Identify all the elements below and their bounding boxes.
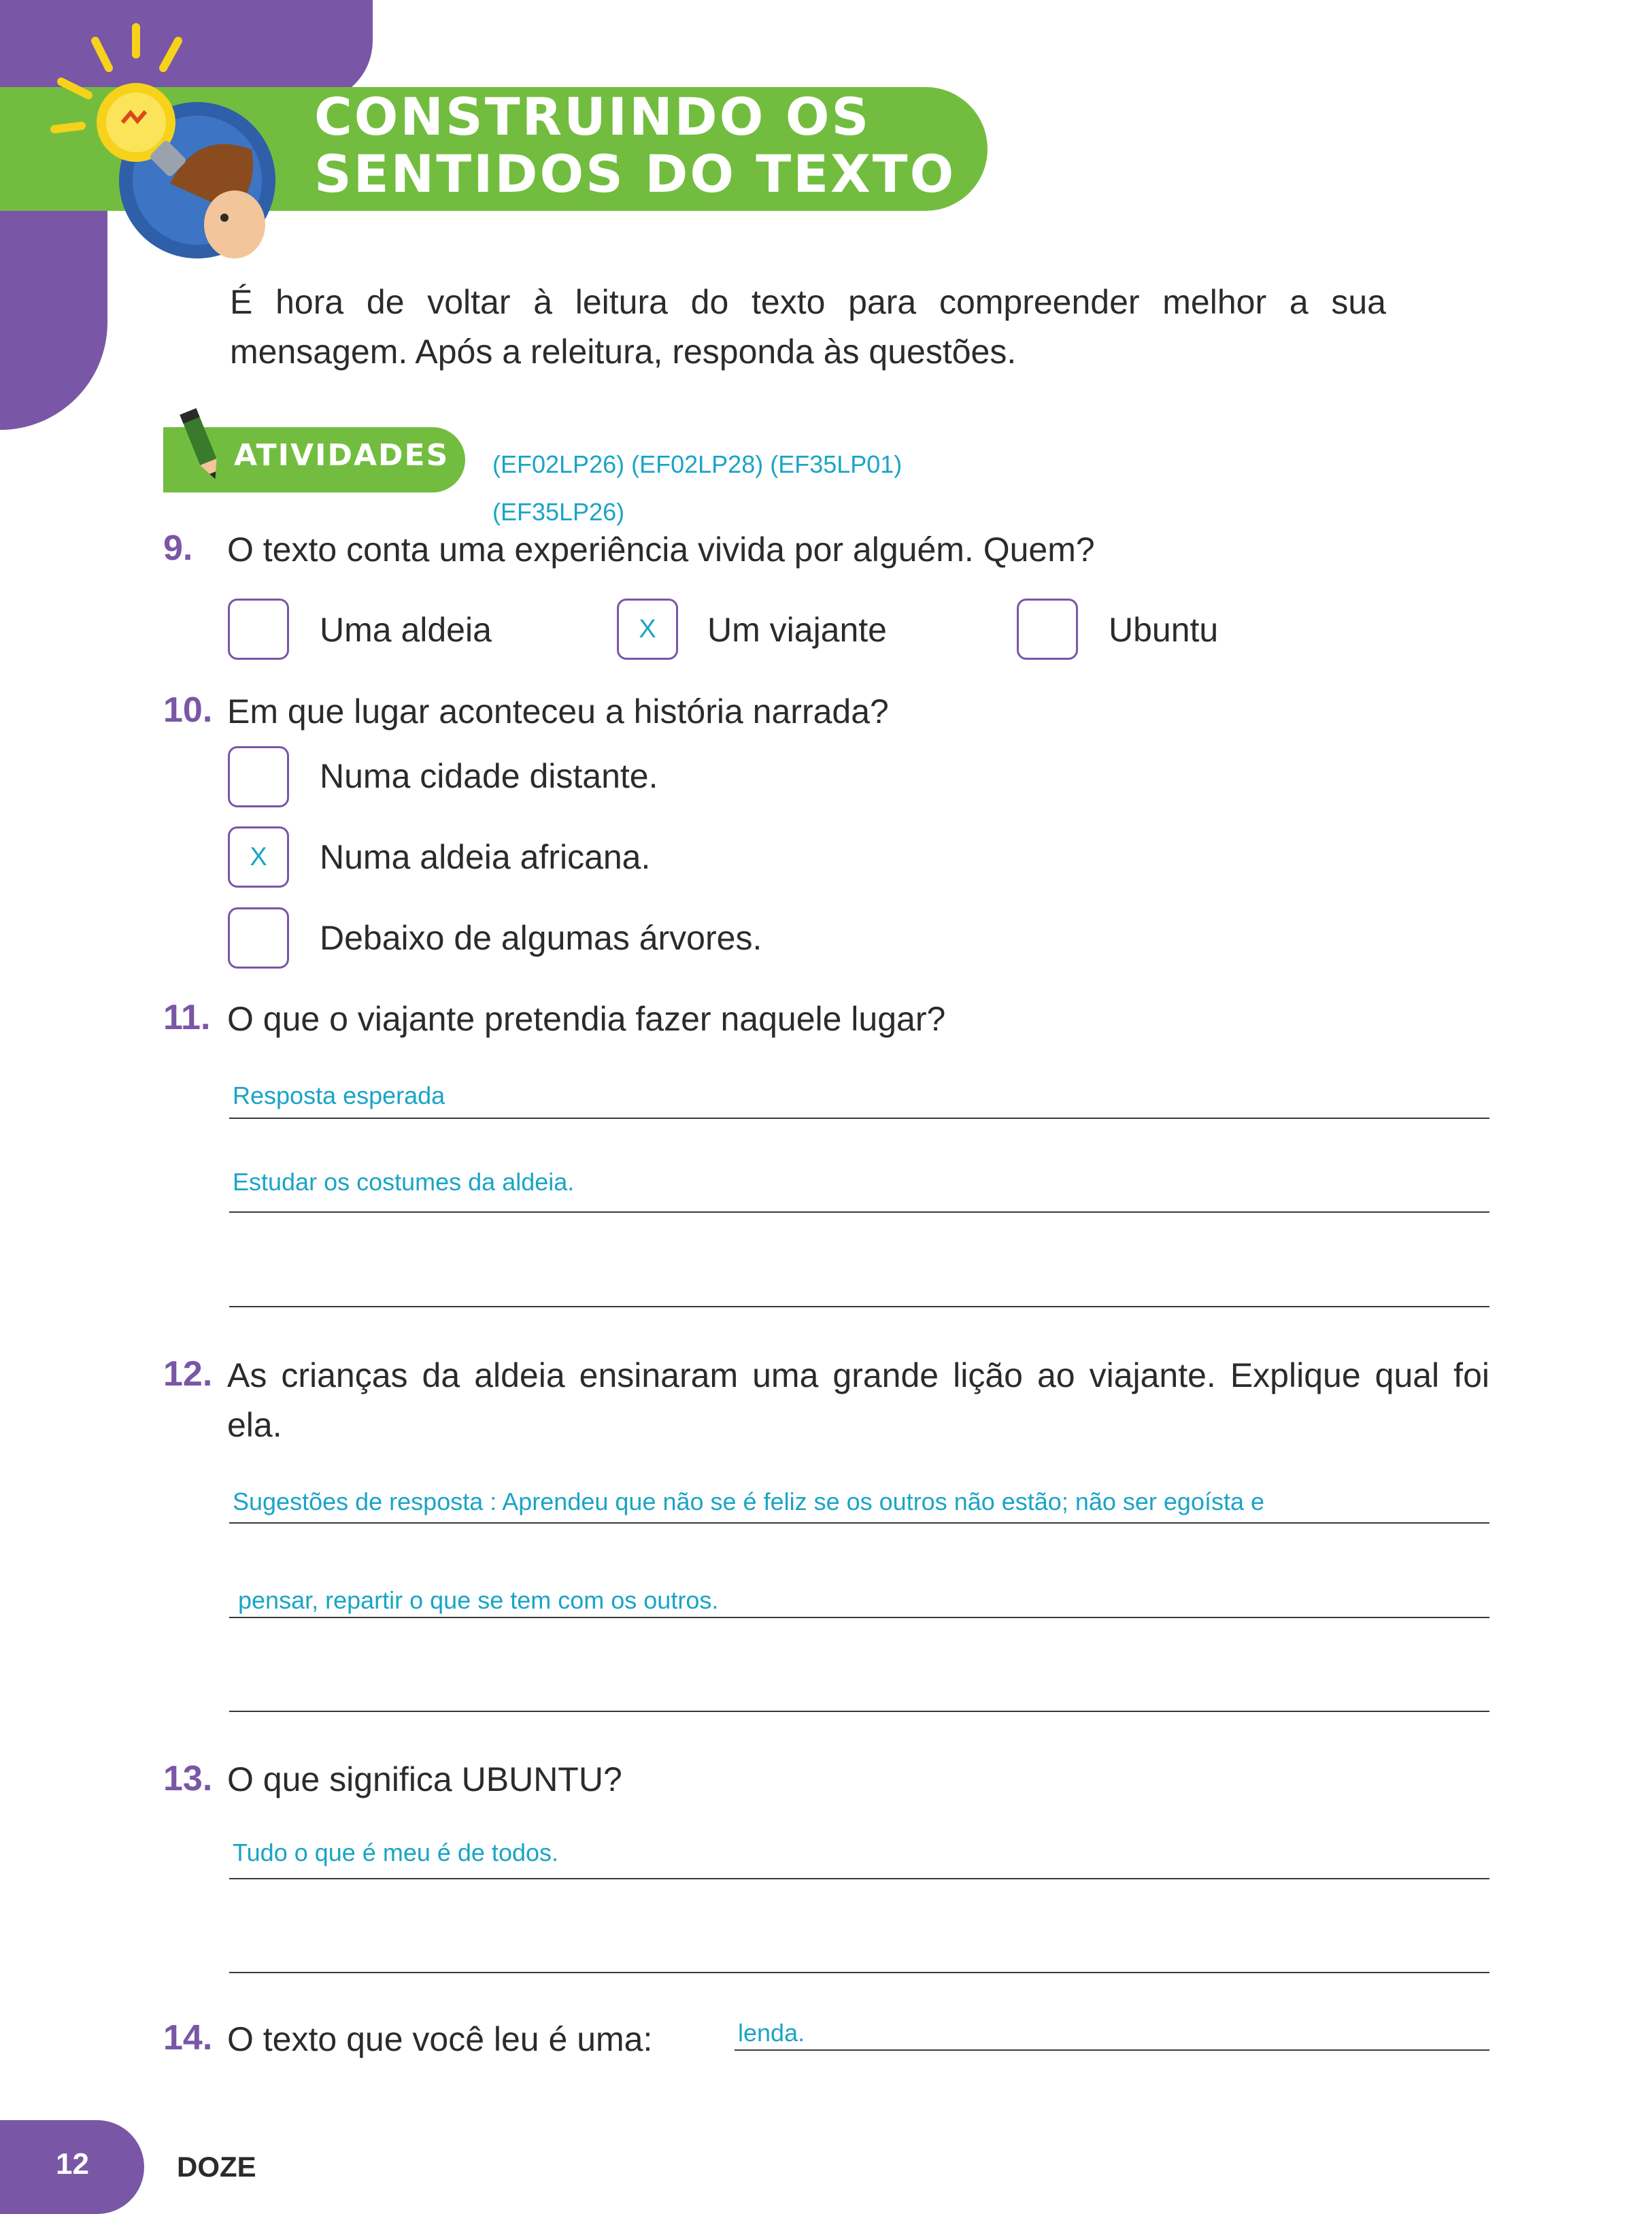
answer-12-line-1: Sugestões de resposta : Aprendeu que não se é feliz se os outros não estão; não ser egoísta e: [233, 1488, 1265, 1515]
lightbulb-mascot-icon: [27, 14, 313, 286]
page-number-word: DOZE: [177, 2151, 256, 2183]
activities-label: ATIVIDADES: [234, 438, 450, 473]
option-checkbox-ubuntu[interactable]: [1017, 599, 1078, 660]
bncc-codes: [492, 441, 902, 536]
bncc-codes-line-2: (EF35LP26): [492, 498, 625, 526]
option-checkbox-um-viajante[interactable]: X: [617, 599, 678, 660]
question-number-14: 14.: [163, 2018, 213, 2058]
answer-14: lenda.: [738, 2019, 805, 2047]
question-number-10: 10.: [163, 690, 213, 730]
question-number-13: 13.: [163, 1759, 213, 1798]
answer-line: [735, 2049, 1489, 2051]
option-checkbox-cidade-distante[interactable]: [228, 746, 289, 807]
answer-line: [229, 1522, 1489, 1524]
option-label-aldeia-africana: Numa aldeia africana.: [320, 838, 651, 876]
question-text-12: As crianças da aldeia ensinaram uma grande lição ao viajante. Explique qual foi ela.: [227, 1356, 1489, 1444]
question-text-9: O texto conta uma experiência vivida por alguém. Quem?: [227, 531, 1095, 569]
page-title: CONSTRUINDO OS SENTIDOS DO TEXTO: [314, 86, 956, 204]
answer-line: [229, 1878, 1489, 1879]
question-text-10: Em que lugar aconteceu a história narrada?: [227, 692, 889, 731]
answer-line: [229, 1972, 1489, 1973]
bncc-codes-line-1: (EF02LP26) (EF02LP28) (EF35LP01): [492, 450, 903, 478]
question-number-12: 12.: [163, 1354, 213, 1394]
answer-12-line-2: pensar, repartir o que se tem com os outros.: [238, 1586, 719, 1614]
answer-line: [229, 1211, 1489, 1213]
answer-11-line-1: Resposta esperada: [233, 1081, 445, 1109]
option-checkbox-debaixo-arvores[interactable]: [228, 907, 289, 969]
answer-line: [229, 1617, 1489, 1618]
pencil-icon: [178, 405, 226, 487]
question-text-11: O que o viajante pretendia fazer naquele lugar?: [227, 1000, 946, 1038]
page-number: 12: [56, 2147, 89, 2181]
option-checkbox-uma-aldeia[interactable]: [228, 599, 289, 660]
option-label-cidade-distante: Numa cidade distante.: [320, 757, 658, 795]
question-number-11: 11.: [163, 998, 211, 1037]
answer-11-line-2: Estudar os costumes da aldeia.: [233, 1168, 575, 1196]
question-number-9: 9.: [163, 529, 193, 568]
question-text-13: O que significa UBUNTU?: [227, 1760, 622, 1798]
option-checkbox-aldeia-africana[interactable]: X: [228, 826, 289, 888]
option-label-debaixo-arvores: Debaixo de algumas árvores.: [320, 919, 762, 957]
answer-13-line-1: Tudo o que é meu é de todos.: [233, 1839, 559, 1866]
option-label-uma-aldeia: Uma aldeia: [320, 611, 492, 649]
answer-line: [229, 1711, 1489, 1712]
option-label-um-viajante: Um viajante: [707, 611, 887, 649]
option-label-ubuntu: Ubuntu: [1109, 611, 1219, 649]
answer-line: [229, 1306, 1489, 1307]
intro-paragraph: É hora de voltar à leitura do texto para compreender melhor a sua mensagem. Após a releitura, responda às questões.: [230, 283, 1386, 371]
answer-line: [229, 1118, 1489, 1119]
question-text-14: O texto que você leu é uma:: [227, 2020, 653, 2058]
